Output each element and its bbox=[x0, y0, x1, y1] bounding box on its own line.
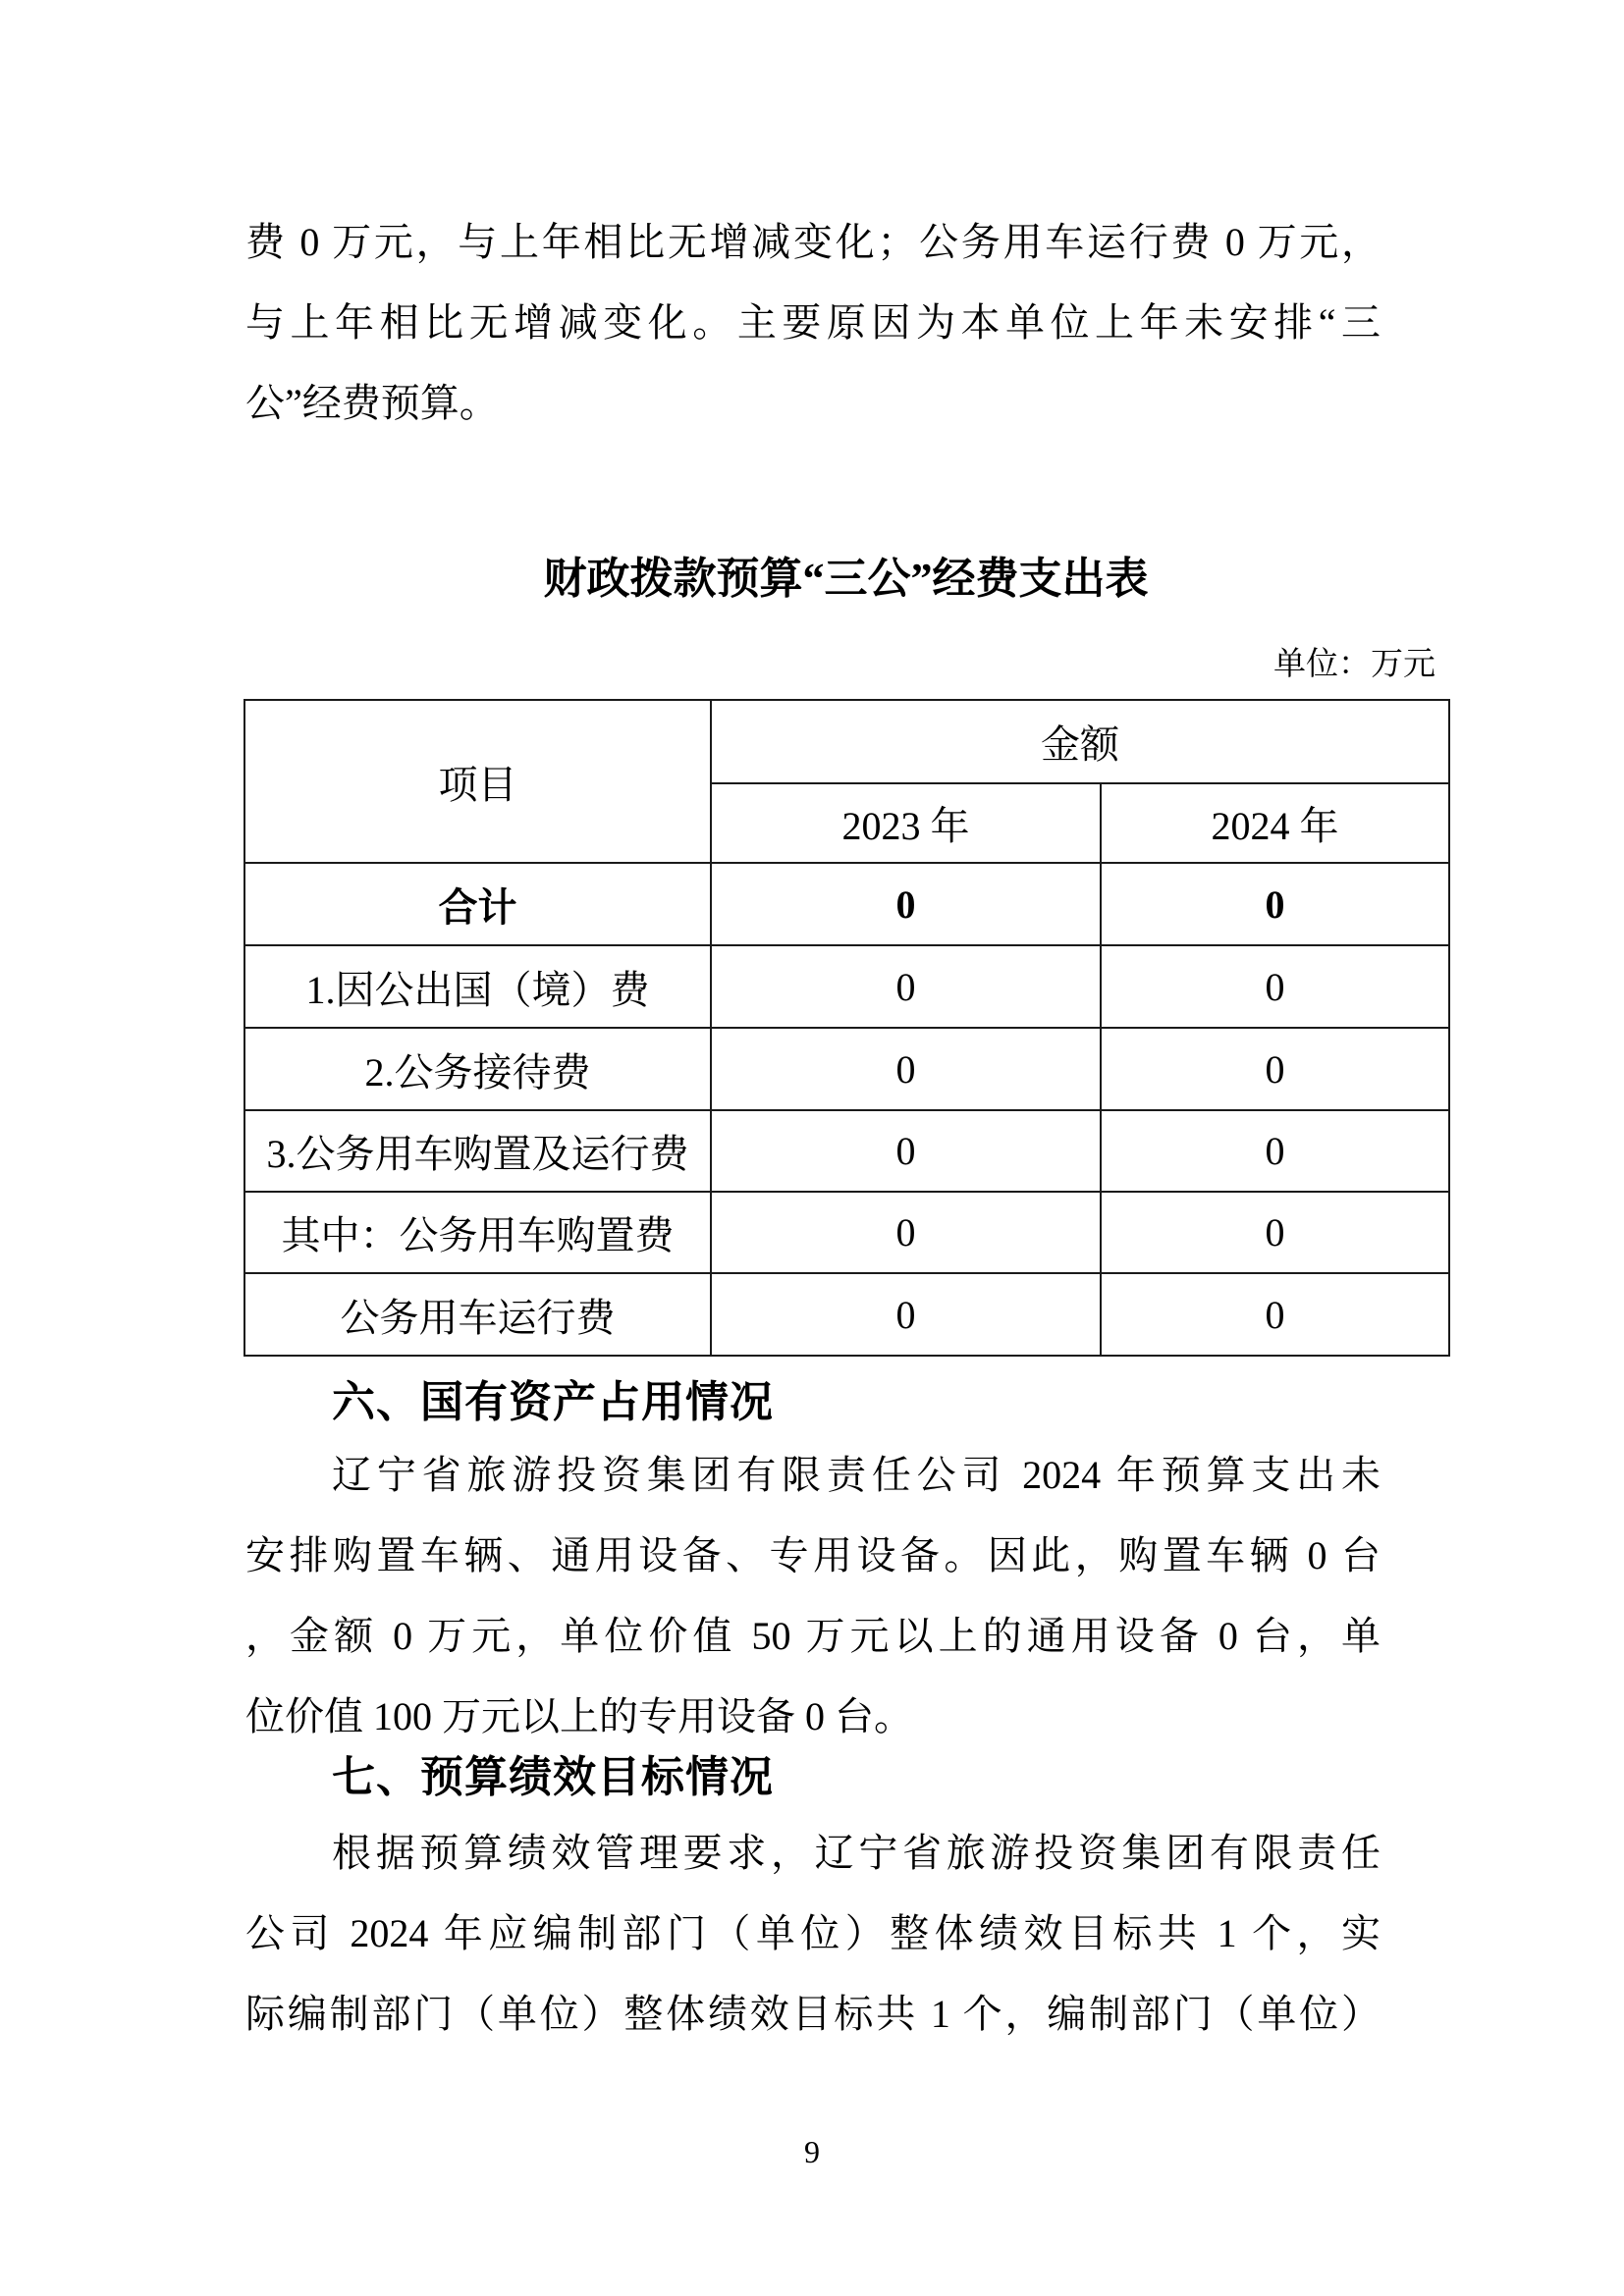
section-seven-line-3: 际编制部门（单位）整体绩效目标共 1 个，编制部门（单位） bbox=[245, 1992, 1380, 2036]
intro-paragraph bbox=[245, 202, 1380, 444]
row-abroad-2024: 0 bbox=[1101, 945, 1449, 1028]
table-title: 财政拨款预算“三公”经费支出表 bbox=[543, 555, 1149, 603]
row-vehicle-operation-2024: 0 bbox=[1101, 1273, 1449, 1356]
row-abroad-2023: 0 bbox=[711, 945, 1101, 1028]
header-item-cell: 项目 bbox=[244, 700, 711, 863]
row-total-2024: 0 bbox=[1101, 863, 1449, 945]
table-row-vehicle-operation bbox=[244, 1273, 1449, 1356]
row-vehicle-purchase-2024: 0 bbox=[1101, 1192, 1449, 1273]
row-abroad-label: 1.因公出国（境）费 bbox=[244, 945, 711, 1028]
row-vehicle-2023: 0 bbox=[711, 1110, 1101, 1192]
section-six-line-1: 辽宁省旅游投资集团有限责任公司 2024 年预算支出未 bbox=[332, 1453, 1380, 1497]
row-vehicle-operation-label: 公务用车运行费 bbox=[244, 1273, 711, 1356]
section-six-paragraph bbox=[245, 1435, 1380, 1757]
header-amount-cell: 金额 bbox=[711, 700, 1449, 783]
section-six-line-4: 位价值 100 万元以上的专用设备 0 台。 bbox=[245, 1694, 913, 1738]
section-six-heading: 六、国有资产占用情况 bbox=[332, 1378, 774, 1426]
row-vehicle-label: 3.公务用车购置及运行费 bbox=[244, 1110, 711, 1192]
row-reception-2024: 0 bbox=[1101, 1028, 1449, 1110]
intro-line-2: 与上年相比无增减变化。主要原因为本单位上年未安排“三 bbox=[245, 300, 1380, 345]
table-row-vehicle-purchase bbox=[244, 1192, 1449, 1273]
intro-line-1: 费 0 万元，与上年相比无增减变化；公务用车运行费 0 万元， bbox=[245, 220, 1380, 264]
page-number: 9 bbox=[804, 2134, 820, 2169]
table-row-total bbox=[244, 863, 1449, 945]
header-2024-cell: 2024 年 bbox=[1101, 783, 1449, 863]
row-vehicle-purchase-2023: 0 bbox=[711, 1192, 1101, 1273]
row-total-label: 合计 bbox=[244, 863, 711, 945]
table-row-abroad bbox=[244, 945, 1449, 1028]
row-vehicle-operation-2023: 0 bbox=[711, 1273, 1101, 1356]
three-public-expense-table bbox=[244, 699, 1450, 1357]
row-reception-label: 2.公务接待费 bbox=[244, 1028, 711, 1110]
section-seven-line-2: 公司 2024 年应编制部门（单位）整体绩效目标共 1 个，实 bbox=[245, 1911, 1380, 1955]
table-row-vehicle bbox=[244, 1110, 1449, 1192]
section-seven-paragraph bbox=[245, 1813, 1380, 2055]
intro-line-3: 公”经费预算。 bbox=[245, 381, 499, 425]
header-2023-cell: 2023 年 bbox=[711, 783, 1101, 863]
row-vehicle-2024: 0 bbox=[1101, 1110, 1449, 1192]
row-vehicle-purchase-label: 其中：公务用车购置费 bbox=[244, 1192, 711, 1273]
section-six-line-3: ，金额 0 万元，单位价值 50 万元以上的通用设备 0 台，单 bbox=[245, 1614, 1380, 1658]
row-total-2023: 0 bbox=[711, 863, 1101, 945]
row-reception-2023: 0 bbox=[711, 1028, 1101, 1110]
section-six-line-2: 安排购置车辆、通用设备、专用设备。因此，购置车辆 0 台 bbox=[245, 1533, 1380, 1577]
section-seven-line-1: 根据预算绩效管理要求，辽宁省旅游投资集团有限责任 bbox=[332, 1831, 1380, 1875]
unit-note: 单位：万元 bbox=[1273, 647, 1435, 682]
table-header-row-1 bbox=[244, 700, 1449, 783]
section-seven-heading: 七、预算绩效目标情况 bbox=[332, 1753, 774, 1801]
table-row-reception bbox=[244, 1028, 1449, 1110]
